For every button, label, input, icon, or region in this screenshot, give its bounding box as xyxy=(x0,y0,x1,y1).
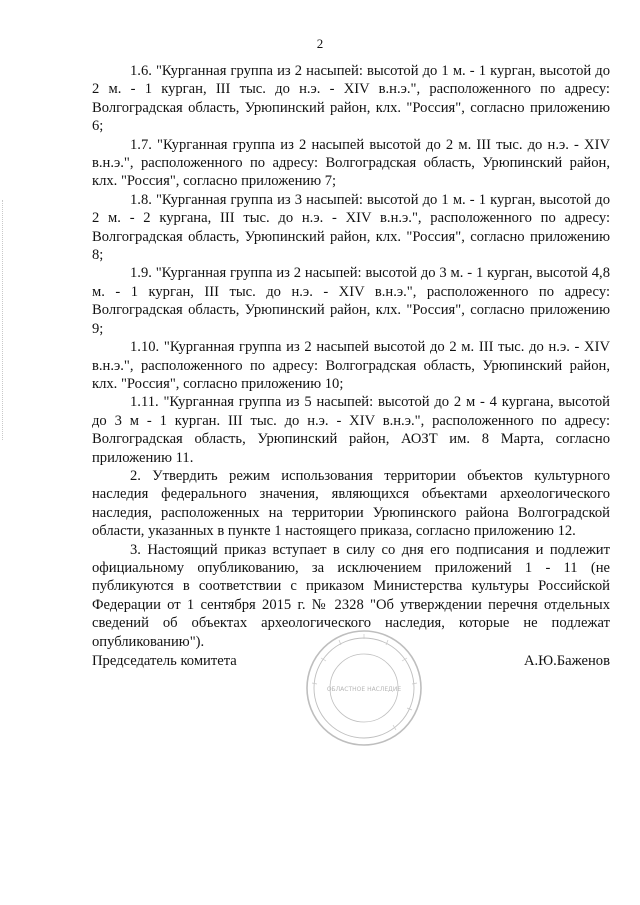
paragraph-1-8: 1.8. "Курганная группа из 3 насыпей: высотой до 1 м. - 1 курган, высотой до 2 м. - 2 кургана, III тыс. до н.э. - XIV в.н.э.", расположенного по адресу: Волгоградская область, Урюпинский район, клх. "Россия", согласно приложению 8; xyxy=(92,191,610,264)
paragraph-1-9: 1.9. "Курганная группа из 2 насыпей: высотой до 3 м. - 1 курган, высотой 4,8 м. - 1 курган, III тыс. до н.э. - XIV в.н.э.", расположенного по адресу: Волгоградская область, Урюпинский район, клх. "Россия", согласно приложению 9; xyxy=(92,265,610,337)
paragraph-1-6: 1.6. "Курганная группа из 2 насыпей: высотой до 1 м. - 1 курган, высотой до 2 м. - 1 курган, III тыс. до н.э. - XIV в.н.э.", расположенного по адресу: Волгоградская область, Урюпинский район, клх. "Россия", согласно приложению 6; xyxy=(92,63,610,135)
signatory-name: А.Ю.Баженов xyxy=(523,653,610,669)
binding-mark xyxy=(2,200,6,440)
paragraph-1-7: 1.7. "Курганная группа из 2 насыпей высотой до 2 м. III тыс. до н.э. - XIV в.н.э.", расположенного по адресу: Волгоградская область, Урюпинский район, клх. "Россия", согласно приложению 7; xyxy=(92,136,610,190)
official-stamp xyxy=(304,628,424,748)
paragraph-1-11: 1.11. "Курганная группа из 5 насыпей: высотой до 2 м - 4 кургана, высотой до 3 м - 1 курган. III тыс. до н.э. - XIV в.н.э.", расположенного по адресу: Волгоградская область, Урюпинский район, АОЗТ им. 8 Марта, согласно приложению 11. xyxy=(92,394,610,466)
paragraph-2: 2. Утвердить режим использования территории объектов культурного наследия федерального значения, являющихся объектами археологического наследия, расположенных на территории Урюпинского района Волгоградской области, указанных в пункте 1 настоящего приказа, согласно приложению 12. xyxy=(92,467,610,540)
paragraph-3: 3. Настоящий приказ вступает в силу со дня его подписания и подлежит официальному опубликованию, за исключением приложений 1 - 11 (не публикуются в соответствии с приказом Министерства культуры Российской Федерации от 1 сентября 2015 г. № 2328 "Об утверждении перечня отдельных сведений об объектах археологического наследия, которые не подлежат опубликованию"). xyxy=(92,541,610,650)
page-number: 2 xyxy=(316,36,324,51)
paragraph-1-10: 1.10. "Курганная группа из 2 насыпей высотой до 2 м. III тыс. до н.э. - XIV в.н.э.", расположенного по адресу: Волгоградская область, Урюпинский район, клх. "Россия", согласно приложению 10; xyxy=(92,339,610,392)
signatory-title: Председатель комитета xyxy=(92,653,237,669)
document-body xyxy=(92,62,610,651)
stamp-text: ОБЛАСТНОЕ НАСЛЕДИЕ xyxy=(326,686,402,693)
